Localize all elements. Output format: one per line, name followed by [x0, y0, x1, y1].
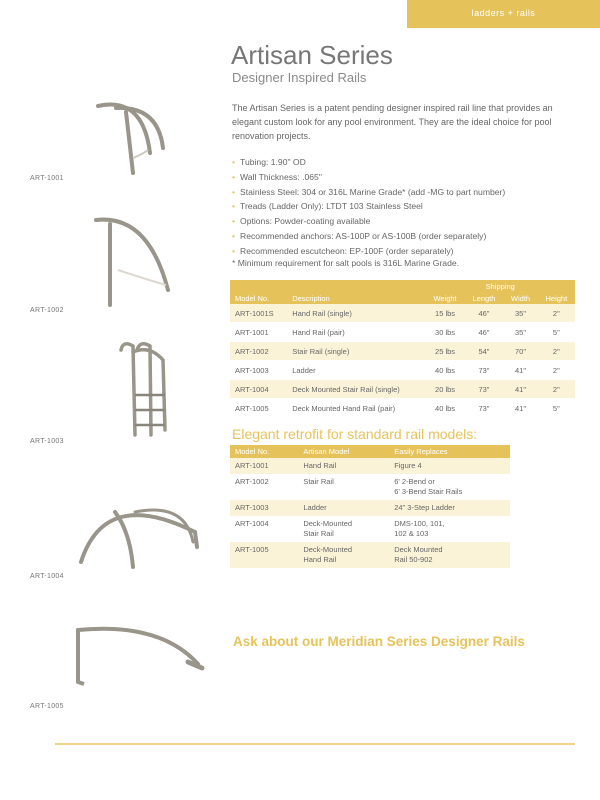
table-cell: 2"	[538, 380, 575, 399]
page-subtitle: Designer Inspired Rails	[232, 70, 367, 85]
feature-item: • Options: Powder-coating available	[232, 216, 371, 227]
column-header: Model No.	[230, 445, 298, 458]
table-cell: Deck-Mounted Hand Rail	[298, 542, 389, 568]
table-cell: ART-1002	[230, 342, 287, 361]
bottom-divider	[55, 743, 575, 745]
table-cell: 46"	[465, 304, 504, 323]
retrofit-table	[230, 445, 510, 568]
specs-header-row	[230, 280, 575, 292]
table-row	[230, 500, 510, 516]
table-cell: 41"	[503, 399, 537, 418]
rail-illustration-art-1004	[75, 492, 205, 572]
table-cell: 5"	[538, 323, 575, 342]
specs-header-row	[230, 292, 575, 304]
table-cell: ART-1002	[230, 474, 298, 500]
table-cell: Hand Rail (pair)	[287, 323, 425, 342]
table-row	[230, 399, 575, 418]
shipping-header: Shipping	[426, 280, 575, 292]
rail-illustration-art-1001	[88, 98, 178, 178]
rail-illustration-art-1005	[70, 622, 210, 692]
meridian-series-callout: Ask about our Meridian Series Designer Rails	[233, 634, 525, 649]
column-header: Artisan Model	[298, 445, 389, 458]
table-cell: 54"	[465, 342, 504, 361]
feature-item: • Wall Thickness: .065"	[232, 171, 322, 182]
table-cell: ART-1005	[230, 399, 287, 418]
table-cell: ART-1001S	[230, 304, 287, 323]
table-cell: ART-1003	[230, 500, 298, 516]
table-row	[230, 304, 575, 323]
table-cell: 46"	[465, 323, 504, 342]
table-cell: 5"	[538, 399, 575, 418]
table-cell: 73"	[465, 380, 504, 399]
feature-item: • Recommended anchors: AS-100P or AS-100B (order separately)	[232, 230, 487, 241]
table-cell: ART-1003	[230, 361, 287, 380]
column-header: Height	[538, 292, 575, 304]
table-cell: 73"	[465, 399, 504, 418]
column-header: Width	[503, 292, 537, 304]
feature-item: • Treads (Ladder Only): LTDT 103 Stainless Steel	[232, 201, 423, 212]
product-label: ART-1002	[30, 307, 64, 314]
table-cell: 40 lbs	[426, 399, 465, 418]
table-cell: 6' 2-Bend or 6' 3-Bend Stair Rails	[389, 474, 510, 500]
table-cell: Deck Mounted Hand Rail (pair)	[287, 399, 425, 418]
table-cell: Figure 4	[389, 458, 510, 474]
table-cell: Stair Rail (single)	[287, 342, 425, 361]
table-cell: Deck Mounted Rail 50-902	[389, 542, 510, 568]
bullet-icon: •	[232, 230, 236, 241]
table-cell: 25 lbs	[426, 342, 465, 361]
header-spacer	[230, 280, 426, 292]
table-cell: 2"	[538, 342, 575, 361]
product-label: ART-1001	[30, 175, 64, 182]
table-cell: 35"	[503, 323, 537, 342]
table-row	[230, 342, 575, 361]
table-row	[230, 516, 510, 542]
table-cell: ART-1001	[230, 323, 287, 342]
product-label: ART-1005	[30, 703, 64, 710]
bullet-icon: •	[232, 171, 236, 182]
table-cell: 35"	[503, 304, 537, 323]
feature-item: • Stainless Steel: 304 or 316L Marine Grade* (add -MG to part number)	[232, 186, 506, 197]
table-cell: 41"	[503, 361, 537, 380]
top-bar	[0, 0, 600, 28]
table-cell: Stair Rail	[298, 474, 389, 500]
product-label: ART-1003	[30, 438, 64, 445]
bullet-icon: •	[232, 201, 236, 212]
column-header: Length	[465, 292, 504, 304]
column-header: Description	[287, 292, 425, 304]
section-tab: ladders + rails	[407, 0, 600, 28]
table-cell: 40 lbs	[426, 361, 465, 380]
table-cell: Deck-Mounted Stair Rail	[298, 516, 389, 542]
specs-table	[230, 280, 575, 418]
table-row	[230, 380, 575, 399]
table-cell: ART-1001	[230, 458, 298, 474]
column-header: Weight	[426, 292, 465, 304]
retrofit-heading: Elegant retrofit for standard rail models:	[232, 426, 478, 442]
intro-paragraph: The Artisan Series is a patent pending designer inspired rail line that provides an elegant custom look for any pool environment. They are the ideal choice for pool renovation projects.	[232, 103, 553, 141]
table-cell: ART-1004	[230, 380, 287, 399]
table-cell: Hand Rail	[298, 458, 389, 474]
bullet-icon: •	[232, 186, 236, 197]
feature-item: • Recommended escutcheon: EP-100F (order separately)	[232, 245, 454, 256]
bullet-icon: •	[232, 245, 236, 256]
table-row	[230, 474, 510, 500]
table-cell: 73"	[465, 361, 504, 380]
column-header: Easily Replaces	[389, 445, 510, 458]
bullet-icon: •	[232, 216, 236, 227]
table-row	[230, 361, 575, 380]
table-cell: 2"	[538, 361, 575, 380]
table-cell: ART-1004	[230, 516, 298, 542]
retrofit-header-row	[230, 445, 510, 458]
table-cell: ART-1005	[230, 542, 298, 568]
page-title: Artisan Series	[231, 40, 393, 70]
table-cell: DMS-100, 101, 102 & 103	[389, 516, 510, 542]
table-cell: 15 lbs	[426, 304, 465, 323]
table-row	[230, 323, 575, 342]
column-header: Model No.	[230, 292, 287, 304]
table-cell: Deck Mounted Stair Rail (single)	[287, 380, 425, 399]
rail-illustration-art-1003	[115, 340, 185, 445]
table-row	[230, 542, 510, 568]
table-cell: Ladder	[287, 361, 425, 380]
footnote: * Minimum requirement for salt pools is 316L Marine Grade.	[232, 258, 460, 268]
table-cell: 2"	[538, 304, 575, 323]
bullet-icon: •	[232, 157, 236, 167]
feature-list	[232, 155, 582, 259]
table-cell: 20 lbs	[426, 380, 465, 399]
feature-item: • Tubing: 1.90" OD	[232, 157, 306, 167]
table-cell: 70"	[503, 342, 537, 361]
table-cell: Ladder	[298, 500, 389, 516]
table-cell: 41"	[503, 380, 537, 399]
product-label: ART-1004	[30, 573, 64, 580]
table-cell: 30 lbs	[426, 323, 465, 342]
table-cell: 24" 3-Step Ladder	[389, 500, 510, 516]
table-cell: Hand Rail (single)	[287, 304, 425, 323]
rail-illustration-art-1002	[88, 210, 188, 315]
table-row	[230, 458, 510, 474]
